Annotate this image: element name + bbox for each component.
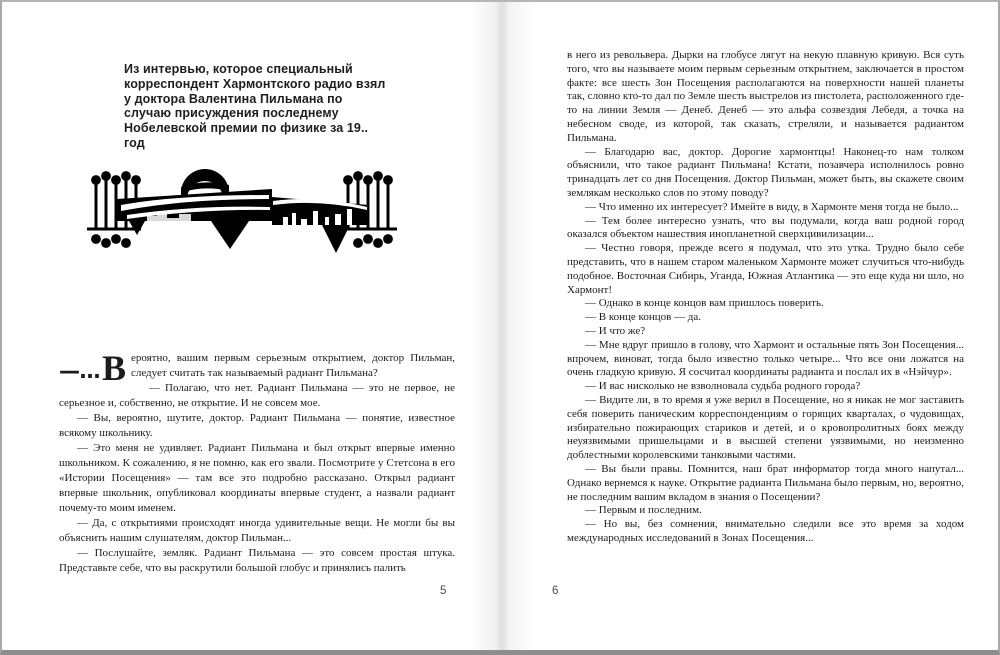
paragraph: — Однако в конце концов вам пришлось поверить. xyxy=(585,297,824,310)
interview-intro-caption: Из интервью, которое специальный корреспондент Хармонтского радио взял у доктора Валентина Пильмана по случаю присуждения последнему Нобелевской премии по физике за 19.. год xyxy=(124,62,386,150)
paragraph: — Честно говоря, прежде всего я подумал, что это утка. Трудно было себе представить, что в нашем старом маленьком Хармонте может случиться что-нибудь подобное. Восточная Сибирь, Уганда, Южная Атлантика — это еще куда ни шло, но Хармонт! xyxy=(567,242,964,296)
left-banner xyxy=(117,189,272,249)
paragraph: — Мне вдруг пришло в голову, что Хармонт и остальные пять Зон Посещения... впрочем, виноват, тогда было известно только четыре... Что все они ложатся на очень гладкую кривую. Я сосчитал координаты радианта и послал их в «Нэйчур». xyxy=(567,338,964,379)
opening-paragraph-text: ероятно, вашим первым серьезным открытием, доктор Пильман, следует считать так называемый радиант Пильмана? xyxy=(130,352,455,379)
city-skyline-vignette-illustration xyxy=(87,169,397,264)
dropcap-letter: В xyxy=(101,348,126,388)
paragraph: — Но вы, без сомнения, внимательно следили все это время за ходом международных исследований в Зонах Посещения... xyxy=(567,518,964,544)
paragraph: — Первым и последним. xyxy=(585,504,702,517)
left-page-text-column xyxy=(59,348,455,576)
right-page-text-column xyxy=(567,49,964,546)
paragraph: — Полагаю, что нет. Радиант Пильмана — это не первое, не серьезное и, собственно, не открытие. И не совсем мое. xyxy=(59,382,455,409)
paragraph: — Вы были правы. Помнится, наш брат информатор тогда много напутал... Однако вернемся к науке. Открытие радианта Пильмана было первым, но, вероятно, не последним вашим вкладом в знания о Посещении? xyxy=(567,462,964,503)
left-page-paragraphs xyxy=(59,381,455,576)
spine-gutter-shadow xyxy=(470,2,534,650)
opening-paragraph xyxy=(59,348,455,388)
paragraph: — И вас нисколько не взволновала судьба родного города? xyxy=(585,380,861,393)
paragraph: — Это меня не удивляет. Радиант Пильмана и был открыт впервые именно школьником. К сожалению, я не помню, как его звали. Посмотрите у Стетсона в его «Истории Посещения» — там все это подробно рассказано. Открыл радиант впервые школьник, опубликовал координаты впервые студент, а назвали радиант почему-то моим именем. xyxy=(59,442,455,514)
paragraph: — Что именно их интересует? Имейте в виду, в Хармонте меня тогда не было... xyxy=(585,200,959,213)
paragraph: — Да, с открытиями происходят иногда удивительные вещи. Не могли бы вы объяснить нашим слушателям, доктор Пильман... xyxy=(59,517,455,544)
page-number-right: 6 xyxy=(552,585,559,597)
page-number-left: 5 xyxy=(440,585,447,597)
paragraph: — Послушайте, земляк. Радиант Пильмана — это совсем простая штука. Представьте себе, что вы раскрутили большой глобус и принялись палить xyxy=(59,547,455,574)
paragraph: — В конце концов — да. xyxy=(585,311,702,324)
paragraph: — Видите ли, в то время я уже верил в Посещение, но я никак не мог заставить себя поверить паническим корреспонденциям о горящих кварталах, о чудовищах, избирательно пожирающих стариков и детей, и о кровопролитных боях между неуязвимыми пришельцами и в высшей степени уязвимыми, но неизменно доблестными королевскими танковыми частями. xyxy=(567,393,964,462)
paragraph: — Вы, вероятно, шутите, доктор. Радиант Пильмана — понятие, известное всякому школьнику. xyxy=(59,412,455,439)
paragraph: — Благодарю вас, доктор. Дорогие хармонтцы! Наконец-то нам толком объяснили, что такое радиант Пильмана! Кстати, позавчера исполнилось ровно тринадцать лет со дня Посещения. Доктор Пильман, может быть, вы скажете своим землякам несколько слов по этому поводу? xyxy=(567,145,964,199)
paragraph: в него из револьвера. Дырки на глобусе лягут на некую плавную кривую. Вся суть того, что вы называете моим первым серьезным открытием, заключается в простом факте: все шесть Зон Посещения располагаются на поверхности нашей планеты так, словно кто-то дал по Земле шесть выстрелов из пистолета, расположенного где-то на линии Земля — Денеб. Денеб — это альфа созвездия Лебедя, а точка на небесном своде, из которой, так сказать, стреляли, и называется радиантом Пильмана. xyxy=(567,49,964,144)
dropcap-dash-dots: —... xyxy=(59,359,100,383)
dropcap xyxy=(59,348,126,388)
paragraph: — И что же? xyxy=(585,324,646,337)
paragraph: — Тем более интересно узнать, что вы подумали, когда ваш родной город оказался объектом нашествия инопланетной сверхцивилизации... xyxy=(567,214,964,241)
